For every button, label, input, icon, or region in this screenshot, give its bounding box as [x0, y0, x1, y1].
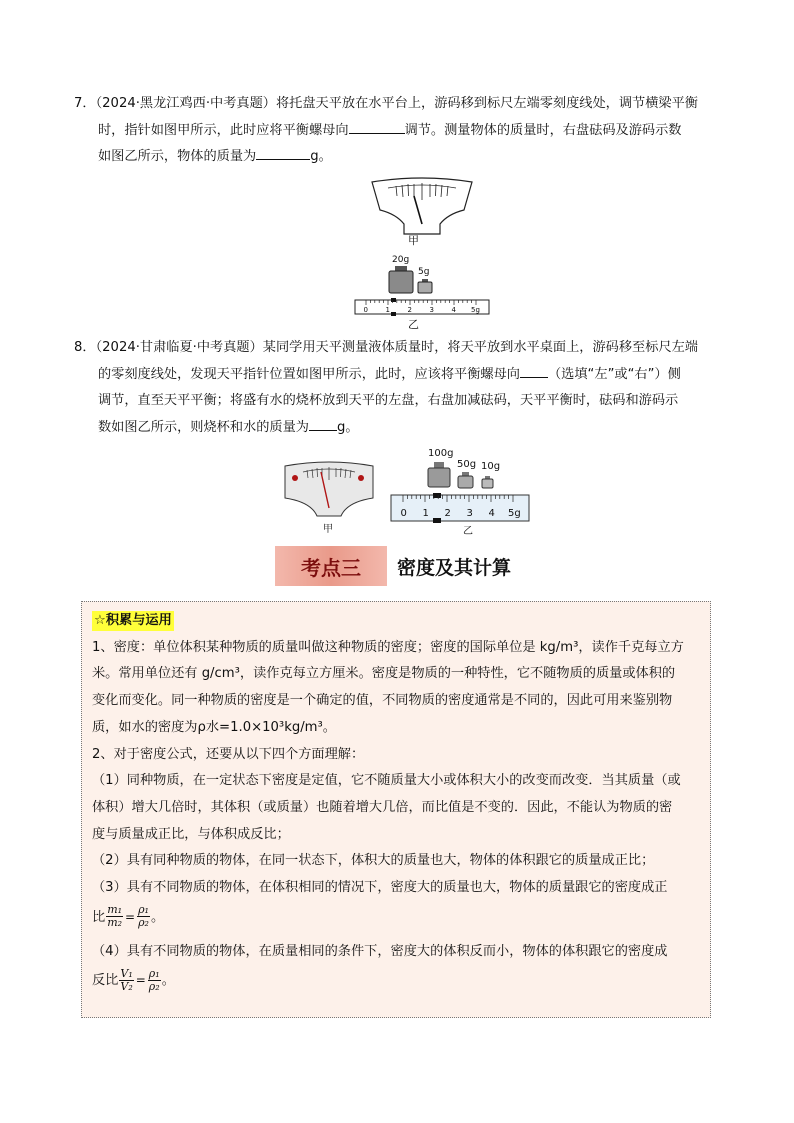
q8-line-3: 调节，直至天平平衡；将盛有水的烧杯放到天平的左盘，右盘加减砝码，天平平衡时，砝码和游码示 [98, 393, 679, 408]
section-heading [275, 546, 511, 586]
weight-50g-icon [458, 472, 473, 488]
q7-weight-label-2: 5g [418, 267, 430, 277]
ruler-tick-label: 2 [407, 306, 412, 314]
q8-line-2 [74, 362, 734, 389]
q7-text: 如图乙所示，物体的质量为 [98, 149, 257, 164]
balance-pointer-scale-icon [372, 178, 472, 234]
q8-figure [283, 444, 533, 536]
q7-line-1: 7．（2024·黑龙江鸡西·中考真题）将托盘天平放在水平台上，游码移到标尺左端零刻度线处，调节横梁平衡 [74, 96, 698, 111]
q8-blank-2[interactable] [309, 416, 337, 431]
box-p1-line-3: 变化而变化。同一种物质的密度是一个确定的值，不同物质的密度通常是不同的，因此可用来鉴别物 [92, 693, 673, 709]
ruler-tick-label: 1 [385, 306, 390, 314]
box-p2: 2、对于密度公式，还要从以下四个方面理解： [92, 746, 365, 762]
q7-text: 时，指针如图甲所示，此时应将平衡螺母向 [98, 122, 349, 138]
frac-num: ρ₁ [138, 903, 149, 917]
weight-100g-icon [428, 462, 450, 487]
badge-label: 积累与运用 [105, 613, 172, 628]
ruler-tick-label: 0 [400, 508, 407, 519]
q7-line-3 [74, 144, 734, 171]
q8-blank-1[interactable] [520, 363, 548, 378]
weight-20g-icon [389, 266, 413, 293]
frac-num: ρ₁ [148, 966, 160, 980]
question-7 [74, 91, 734, 171]
frac-num: m₁ [107, 903, 123, 917]
ruler-tick-label: 4 [451, 306, 456, 314]
item4-prefix: 反比 [92, 973, 119, 989]
frac-den: ρ₂ [138, 916, 149, 930]
balance-pointer-scale-icon [285, 462, 373, 516]
q8-text: 数如图乙所示，则烧杯和水的质量为 [98, 419, 309, 435]
q8-weight-label-2: 50g [457, 459, 477, 470]
fraction-density [148, 968, 161, 993]
q8-weight-label-3: 10g [481, 461, 501, 472]
q7-weight-label-1: 20g [392, 255, 410, 265]
ruler-tick-label: 3 [429, 306, 434, 314]
box-item2: （2）具有同种物质的物体，在同一状态下，体积大的质量也大，物体的体积跟它的质量成正比； [92, 853, 655, 869]
section-tag: 考点三 [275, 546, 387, 586]
box-p1-line-1: 1、密度：单位体积某种物质的质量叫做这种物质的密度；密度的国际单位是 kg/m³，读作千克每立方 [92, 639, 684, 655]
q8-text: （选填“左”或“右”）侧 [548, 366, 681, 382]
q7-blank-1[interactable] [349, 119, 405, 134]
equals-sign: = [135, 973, 146, 988]
q8-line-4 [74, 415, 734, 442]
star-icon: ☆ [94, 613, 106, 628]
item3-end: 。 [150, 909, 165, 925]
box-item4-line-2 [92, 965, 700, 996]
item4-end: 。 [161, 973, 175, 989]
equals-sign: = [125, 909, 136, 924]
fraction-mass [106, 904, 123, 929]
fraction-density [137, 904, 150, 929]
ruler-tick-label: 5g [508, 508, 521, 519]
frac-den: V₂ [120, 979, 133, 993]
box-item1-line-3: 度与质量成正比，与体积成反比； [92, 826, 290, 842]
q8-line-1: 8．（2024·甘肃临夏·中考真题）某同学用天平测量液体质量时，将天平放到水平桌面上，游码移至标尺左端 [74, 340, 698, 355]
q8-weight-label-1: 100g [428, 448, 454, 459]
q7-text: g。 [310, 149, 332, 164]
frac-den: m₂ [107, 916, 123, 930]
q7-text: 调节。测量物体的质量时，右盘砝码及游码示数 [404, 122, 682, 138]
q7-caption-a: 甲 [408, 234, 419, 247]
box-item4-line-1: （4）具有不同物质的物体，在质量相同的条件下，密度大的体积反而小，物体的体积跟它的密度成 [92, 943, 668, 959]
frac-num: V₁ [120, 966, 133, 980]
ruler-tick-label: 4 [488, 508, 495, 519]
box-item3-line-1: （3）具有不同物质的物体，在体积相同的情况下，密度大的质量也大，物体的质量跟它的密度成正 [92, 880, 668, 896]
q8-text: 的零刻度线处，发现天平指针位置如图甲所示，此时，应该将平衡螺母向 [98, 366, 520, 382]
q7-blank-2[interactable] [256, 145, 310, 160]
weight-5g-icon [418, 279, 432, 293]
q7-line-2 [74, 118, 734, 145]
q7-caption-b: 乙 [408, 318, 419, 331]
q8-caption-a: 甲 [323, 524, 333, 535]
weight-10g-icon [482, 476, 493, 488]
section-title: 密度及其计算 [397, 556, 512, 579]
fraction-volume [119, 968, 133, 993]
q8-text: g。 [337, 419, 359, 435]
knowledge-box [81, 601, 711, 1018]
knowledge-badge [92, 611, 174, 631]
q8-caption-b: 乙 [463, 526, 473, 536]
box-p1-line-4: 质，如水的密度为ρ水=1.0×10³kg/m³。 [92, 719, 336, 735]
question-8 [74, 335, 734, 441]
frac-den: ρ₂ [148, 979, 160, 993]
ruler-tick-label: 3 [466, 508, 473, 519]
box-item1-line-2: 体积）增大几倍时，其体积（或质量）也随着增大几倍，而比值是不变的．因此，不能认为物质的密 [92, 799, 673, 815]
ruler-tick-label: 0 [363, 306, 368, 314]
item3-prefix: 比 [92, 909, 106, 925]
ruler-tick-label: 1 [422, 508, 429, 519]
q7-figure [352, 176, 492, 331]
box-item1-line-1: （1）同种物质，在一定状态下密度是定值，它不随质量大小或体积大小的改变而改变．当其质量（或 [92, 773, 681, 789]
box-p1-line-2: 米。常用单位还有 g/cm³，读作克每立方厘米。密度是物质的一种特性，它不随物质的质量或体积的 [92, 666, 676, 682]
ruler-tick-label: 2 [444, 508, 451, 519]
box-item3-line-2 [92, 902, 700, 933]
ruler-tick-label: 5g [471, 306, 480, 314]
